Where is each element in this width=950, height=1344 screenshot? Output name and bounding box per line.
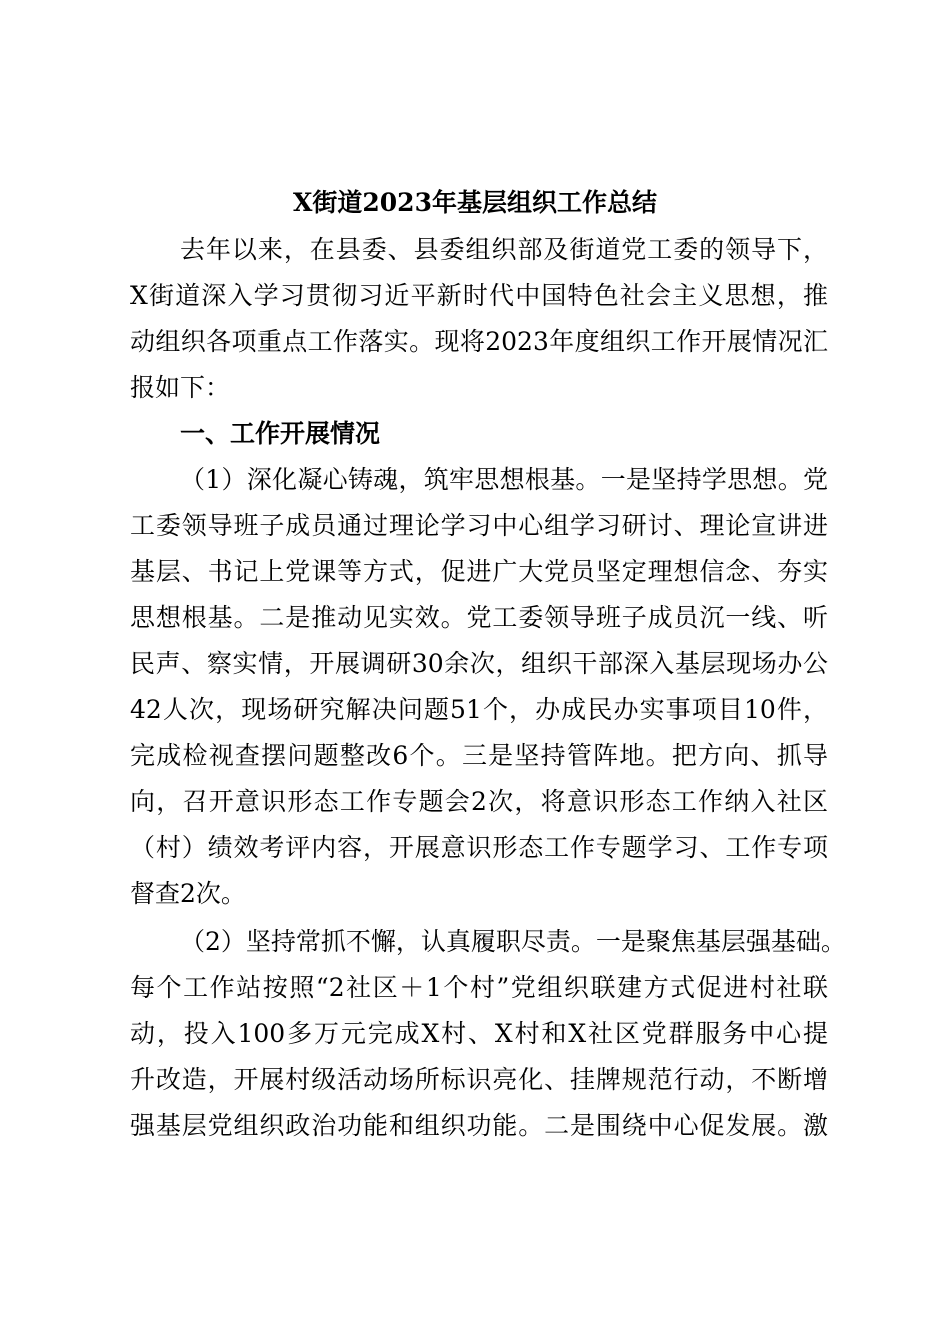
para1-line: 42人次，现场研究解决问题51个，办成民办实事项目10件， xyxy=(130,695,828,724)
para1-line: 向，召开意识形态工作专题会2次，将意识形态工作纳入社区 xyxy=(130,787,828,816)
para1-line: （1）深化凝心铸魂，筑牢思想根基。一是坚持学思想。党 xyxy=(180,465,828,494)
para2-line: 每个工作站按照“2社区＋1个村”党组织联建方式促进村社联 xyxy=(130,973,828,1002)
para1-line: （村）绩效考评内容，开展意识形态工作专题学习、工作专项 xyxy=(130,833,828,862)
para2-line: 升改造，开展村级活动场所标识亮化、挂牌规范行动，不断增 xyxy=(130,1065,828,1094)
para1-line: 思想根基。二是推动见实效。党工委领导班子成员沉一线、听 xyxy=(130,603,828,632)
intro-line: 报如下： xyxy=(130,373,231,402)
para1-line: 基层、书记上党课等方式，促进广大党员坚定理想信念、夯实 xyxy=(130,557,828,586)
para1-line: 民声、察实情，开展调研30余次，组织干部深入基层现场办公 xyxy=(130,649,828,678)
intro-line: 去年以来，在县委、县委组织部及街道党工委的领导下， xyxy=(180,235,828,264)
intro-line: 动组织各项重点工作落实。现将2023年度组织工作开展情况汇 xyxy=(130,327,828,356)
para2-line: （2）坚持常抓不懈，认真履职尽责。一是聚焦基层强基础。 xyxy=(180,927,846,956)
document-title: X街道2023年基层组织工作总结 xyxy=(293,188,657,217)
para2-line: 强基层党组织政治功能和组织功能。二是围绕中心促发展。激 xyxy=(130,1111,828,1140)
section-heading: 一、工作开展情况 xyxy=(180,419,381,448)
para1-line: 督查2次。 xyxy=(130,879,246,908)
para1-line: 工委领导班子成员通过理论学习中心组学习研讨、理论宣讲进 xyxy=(130,511,828,540)
intro-line: X街道深入学习贯彻习近平新时代中国特色社会主义思想，推 xyxy=(130,281,828,310)
para1-line: 完成检视查摆问题整改6个。三是坚持管阵地。把方向、抓导 xyxy=(130,741,828,770)
para2-line: 动，投入100多万元完成X村、X村和X社区党群服务中心提 xyxy=(130,1019,828,1048)
